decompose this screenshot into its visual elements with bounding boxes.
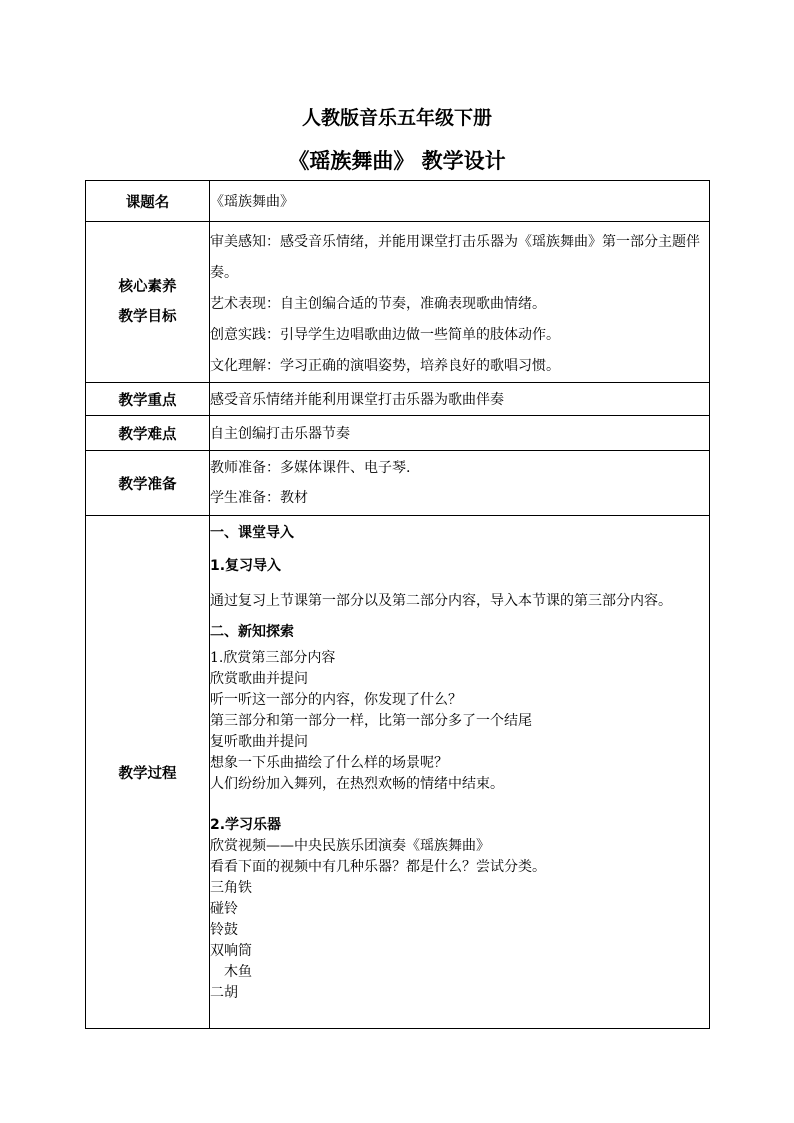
text-line: 想象一下乐曲描绘了什么样的场景呢？ [210,755,448,771]
process-label: 教学过程 [86,516,210,1029]
student-preparation: 学生准备：教材 [210,490,308,506]
section-heading: 一、课堂导入 [210,525,294,541]
goals-label-line1: 核心素养 [118,279,177,295]
text-line: 三角铁 [210,880,252,896]
table-row-key-point [86,383,710,416]
lesson-plan-table [85,180,710,1029]
topic-label: 课题名 [86,181,210,222]
text-line: 1.欣赏第三部分内容 [210,650,336,666]
table-row-preparation [86,451,710,516]
table-row-topic [86,181,710,222]
text-line: 听一听这一部分的内容，你发现了什么？ [210,692,462,708]
table-row-goals [86,222,710,383]
difficulty-label: 教学难点 [86,416,210,451]
topic-value: 《瑶族舞曲》 [210,181,710,222]
paragraph: 通过复习上节课第一部分以及第二部分内容，导入本节课的第三部分内容。 [210,593,672,609]
text-line: 碰铃 [210,901,238,917]
difficulty-value: 自主创编打击乐器节奏 [210,416,710,451]
text-line: 木鱼 [224,964,252,980]
text-line: 欣赏视频——中央民族乐团演奏《瑶族舞曲》 [210,838,490,854]
preparation-content [210,451,710,516]
teacher-preparation: 教师准备：多媒体课件、电子琴. [210,460,411,476]
text-line: 双响筒 [210,943,252,959]
document-title-line2: 《瑶族舞曲》 教学设计 [288,149,506,173]
preparation-label: 教学准备 [86,451,210,516]
goals-label [86,222,210,383]
document-title-line1: 人教版音乐五年级下册 [301,107,492,129]
table-row-process [86,516,710,1029]
text-line: 第三部分和第一部分一样，比第一部分多了一个结尾 [210,713,532,729]
key-point-value: 感受音乐情绪并能利用课堂打击乐器为歌曲伴奏 [210,383,710,416]
section-heading: 二、新知探索 [210,624,294,640]
goal-item: 创意实践：引导学生边唱歌曲边做一些简单的肢体动作。 [210,327,560,343]
text-line: 欣赏歌曲并提问 [210,671,308,687]
goal-item: 审美感知：感受音乐情绪，并能用课堂打击乐器为《瑶族舞曲》第一部分主题伴奏。 [210,234,700,281]
goals-label-line2: 教学目标 [118,309,177,325]
text-line: 复听歌曲并提问 [210,734,308,750]
table-row-difficulty [86,416,710,451]
goal-item: 艺术表现：自主创编合适的节奏，准确表现歌曲情绪。 [210,296,546,312]
text-line: 看看下面的视频中有几种乐器？都是什么？尝试分类。 [210,859,546,875]
process-content [210,516,710,1029]
goal-item: 文化理解：学习正确的演唱姿势，培养良好的歌唱习惯。 [210,358,560,374]
text-line: 人们纷纷加入舞列，在热烈欢畅的情绪中结束。 [210,776,504,792]
text-line: 二胡 [210,985,238,1001]
subsection-heading: 2.学习乐器 [210,817,282,833]
goals-content [210,222,710,383]
subsection-heading: 1.复习导入 [210,558,282,574]
spacer [210,795,709,815]
text-line: 铃鼓 [210,922,238,938]
key-point-label: 教学重点 [86,383,210,416]
